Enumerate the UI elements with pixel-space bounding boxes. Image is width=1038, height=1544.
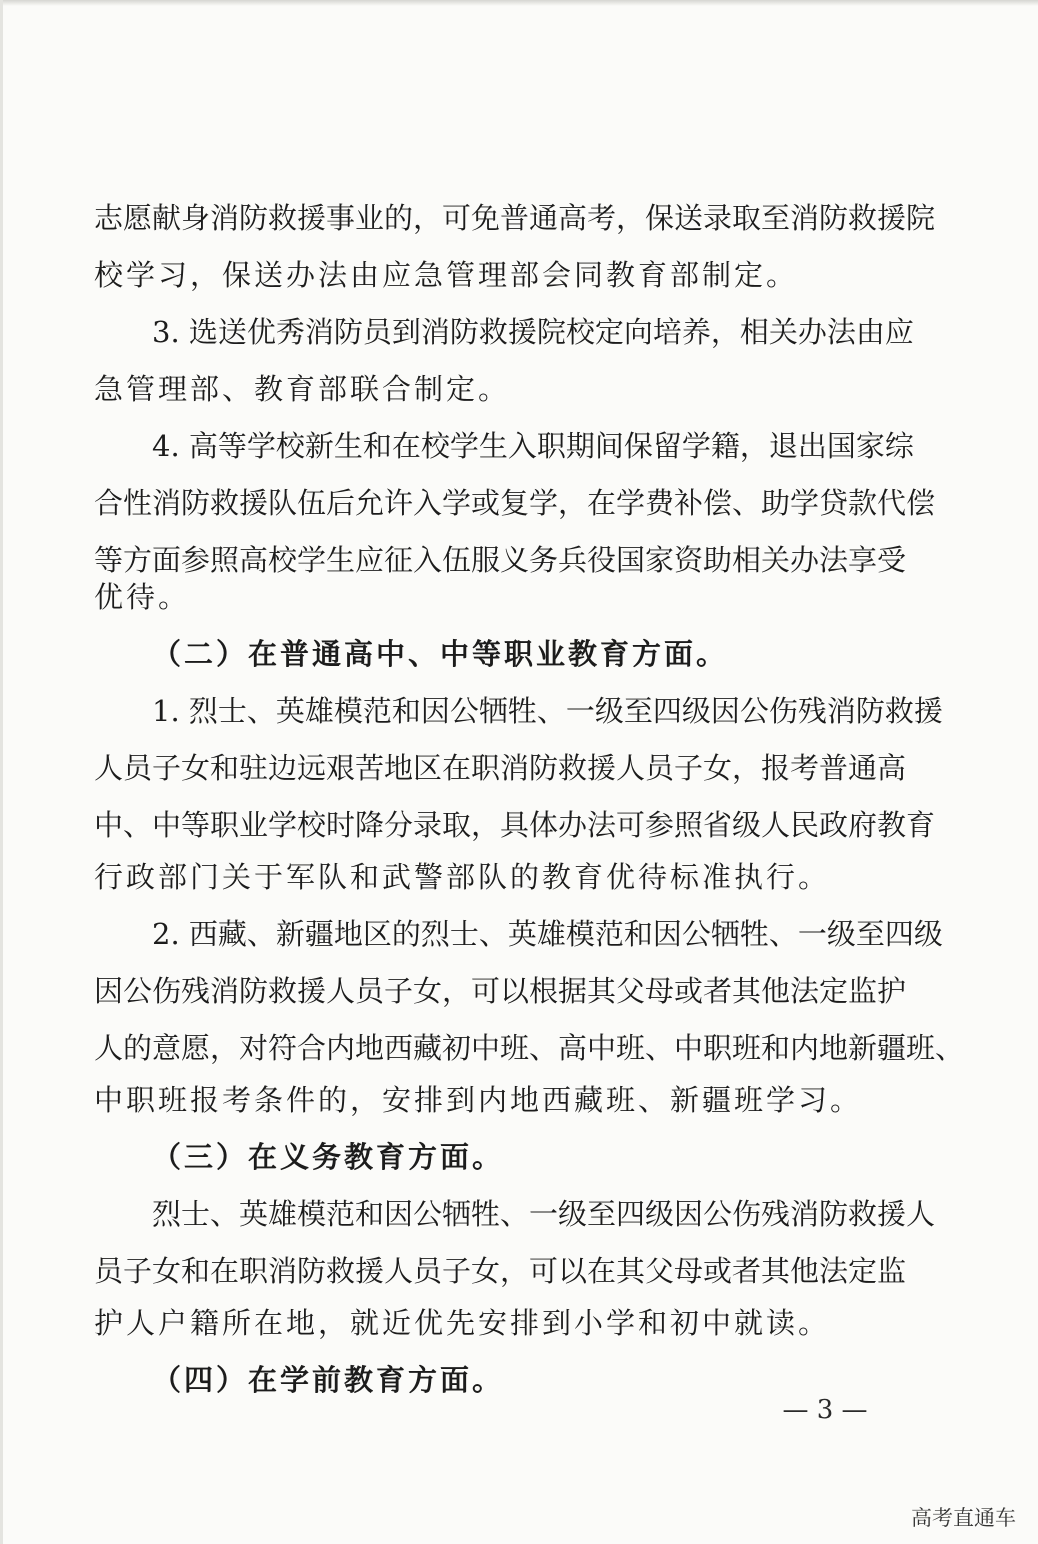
text-line: 2. 西藏、新疆地区的烈士、英雄模范和因公牺牲、一级至四级 — [152, 917, 943, 951]
text-line: 中职班报考条件的，安排到内地西藏班、新疆班学习。 — [94, 1083, 863, 1117]
text-line: 人员子女和驻边远艰苦地区在职消防救援人员子女，报考普通高 — [94, 751, 907, 785]
text-line: 3. 选送优秀消防员到消防救援院校定向培养，相关办法由应 — [152, 315, 914, 349]
text-line: 行政部门关于军队和武警部队的教育优待标准执行。 — [94, 860, 831, 894]
text-line: 护人户籍所在地，就近优先安排到小学和初中就读。 — [94, 1306, 831, 1340]
text-line: 1. 烈士、英雄模范和因公牺牲、一级至四级因公伤残消防救援 — [152, 694, 943, 728]
text-line: 合性消防救援队伍后允许入学或复学，在学费补偿、助学贷款代偿 — [94, 486, 936, 520]
page-left-edge — [0, 0, 3, 1544]
text-line: 急管理部、教育部联合制定。 — [94, 372, 511, 406]
text-line: 等方面参照高校学生应征入伍服义务兵役国家资助相关办法享受 — [94, 543, 907, 577]
section-heading: （三）在义务教育方面。 — [152, 1140, 505, 1174]
text-line: 人的意愿，对符合内地西藏初中班、高中班、中职班和内地新疆班、 — [94, 1031, 965, 1065]
text-line: 因公伤残消防救援人员子女，可以根据其父母或者其他法定监护 — [94, 974, 907, 1008]
text-line: 志愿献身消防救援事业的，可免普通高考，保送录取至消防救援院 — [94, 201, 936, 235]
text-line: 4. 高等学校新生和在校学生入职期间保留学籍，退出国家综 — [152, 429, 914, 463]
section-heading: （二）在普通高中、中等职业教育方面。 — [152, 637, 729, 671]
text-line: 烈士、英雄模范和因公牺牲、一级至四级因公伤残消防救援人 — [152, 1197, 936, 1231]
watermark: 高考直通车 — [911, 1506, 1016, 1530]
page-number: — 3 — — [782, 1395, 868, 1425]
section-heading: （四）在学前教育方面。 — [152, 1363, 505, 1397]
text-line: 优待。 — [94, 580, 191, 614]
text-line: 校学习，保送办法由应急管理部会同教育部制定。 — [94, 258, 799, 292]
page-top-edge — [0, 0, 1038, 6]
text-line: 中、中等职业学校时降分录取，具体办法可参照省级人民政府教育 — [94, 808, 936, 842]
text-line: 员子女和在职消防救援人员子女，可以在其父母或者其他法定监 — [94, 1254, 907, 1288]
